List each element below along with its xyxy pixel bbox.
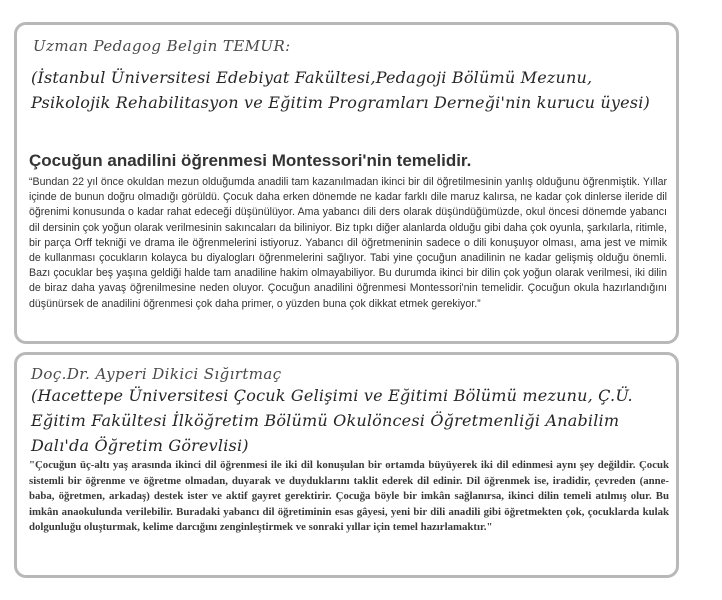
headline: Çocuğun anadilini öğrenmesi Montessori'nin temelidir. — [29, 151, 472, 170]
expert-affiliation: (İstanbul Üniversitesi Edebiyat Fakültesi,Pedagoji Bölümü Mezunu, Psikolojik Rehabilitasyon ve Eğitim Programları Derneği'nin kurucu üyesi) — [31, 68, 650, 112]
expert-name: Doç.Dr. Ayperi Dikici Sığırtmaç — [31, 365, 282, 383]
quote-text: "Çocuğun üç-altı yaş arasında ikinci dil öğrenmesi ile iki dil konuşulan bir ortamda büyüyerek iki dil edinmesi aynı şey değildir. Çocuk sistemli bir öğrenme ve öğretme olmadan, duyarak ve duyduklarını taklit ederek dil edinir. Dil öğrenmek ise, iradidir, çevreden (anne-baba, öğretmen, arkadaş) destek ister ve aktif gayret gerektirir. Çocuğa böyle bir imkân sağlanırsa, ikinci dilin temeli atılmış olur. Bu imkân anaokulunda verilebilir. Buradaki yabancı dil öğretiminin esas gâyesi, yeni bir dili anadili gibi öğretmekten çok, çocuklarda kulak dolgunluğu oluşturmak, kelime darcığını zenginleştirmek ve sonraki yıllar için temel hazırlamaktır." — [29, 459, 669, 534]
quote-text: “Bundan 22 yıl önce okuldan mezun olduğumda anadili tam kazanılmadan ikinci bir dil öğretilmesinin yanlış olduğunu öğrenmiştik. Yıllar içinde de bunun doğru olmadığı görüldü. Çocuk daha erken dönemde ne kadar farklı dile maruz kalırsa, ne kadar çok dinlerse ileride dil öğrenimi konusunda o kadar rahat edeceği düşünülüyor. Ama yabancı dili ders olarak düşündüğümüzde, okul öncesi dönemde yabancı dil dersinin çok yoğun olarak verilmesinin sakıncaları da biliniyor. Biz tıpkı diğer alanlarda olduğu gibi daha çok oyunla, şarkılarla, ritimle, bir parça Orff tekniği ve drama ile öğrenmelerini istiyoruz. Yabancı dil öğretmeninin sadece o dili konuşuyor olması, ama jest ve mimik de kullanması çocukların kolayca bu diyalogları öğrenmelerini sağlıyor. Tabi yine çocuğun anadilinin ne kadar gelişmiş olduğu önemli. Bazı çocuklar beş yaşına geldiği halde tam anadiline hakim olmayabiliyor. Bu durumda ikinci bir dilin çok yoğun olarak verilmesi, iki dilin de biraz daha yavaş öğrenilmesine neden oluyor. Çocuğun anadilini öğrenmesi Montessori'nin temelidir. Çocuğun okula hazırlandığını düşünürsek de anadilini öğrenmesi çok daha primer, o yüzden buna çok dikkat etmek gerekiyor.” — [29, 176, 667, 310]
expert-affiliation: (Hacettepe Üniversitesi Çocuk Gelişimi ve Eğitimi Bölümü mezunu, Ç.Ü. Eğitim Fakültesi İlköğretim Bölümü Okulöncesi Öğretmenliği Anabilim Dalı'da Öğretim Görevlisi) — [31, 386, 633, 455]
expert-card-2 — [14, 352, 679, 578]
expert-card-1 — [14, 22, 679, 344]
expert-name: Uzman Pedagog Belgin TEMUR: — [33, 37, 291, 55]
